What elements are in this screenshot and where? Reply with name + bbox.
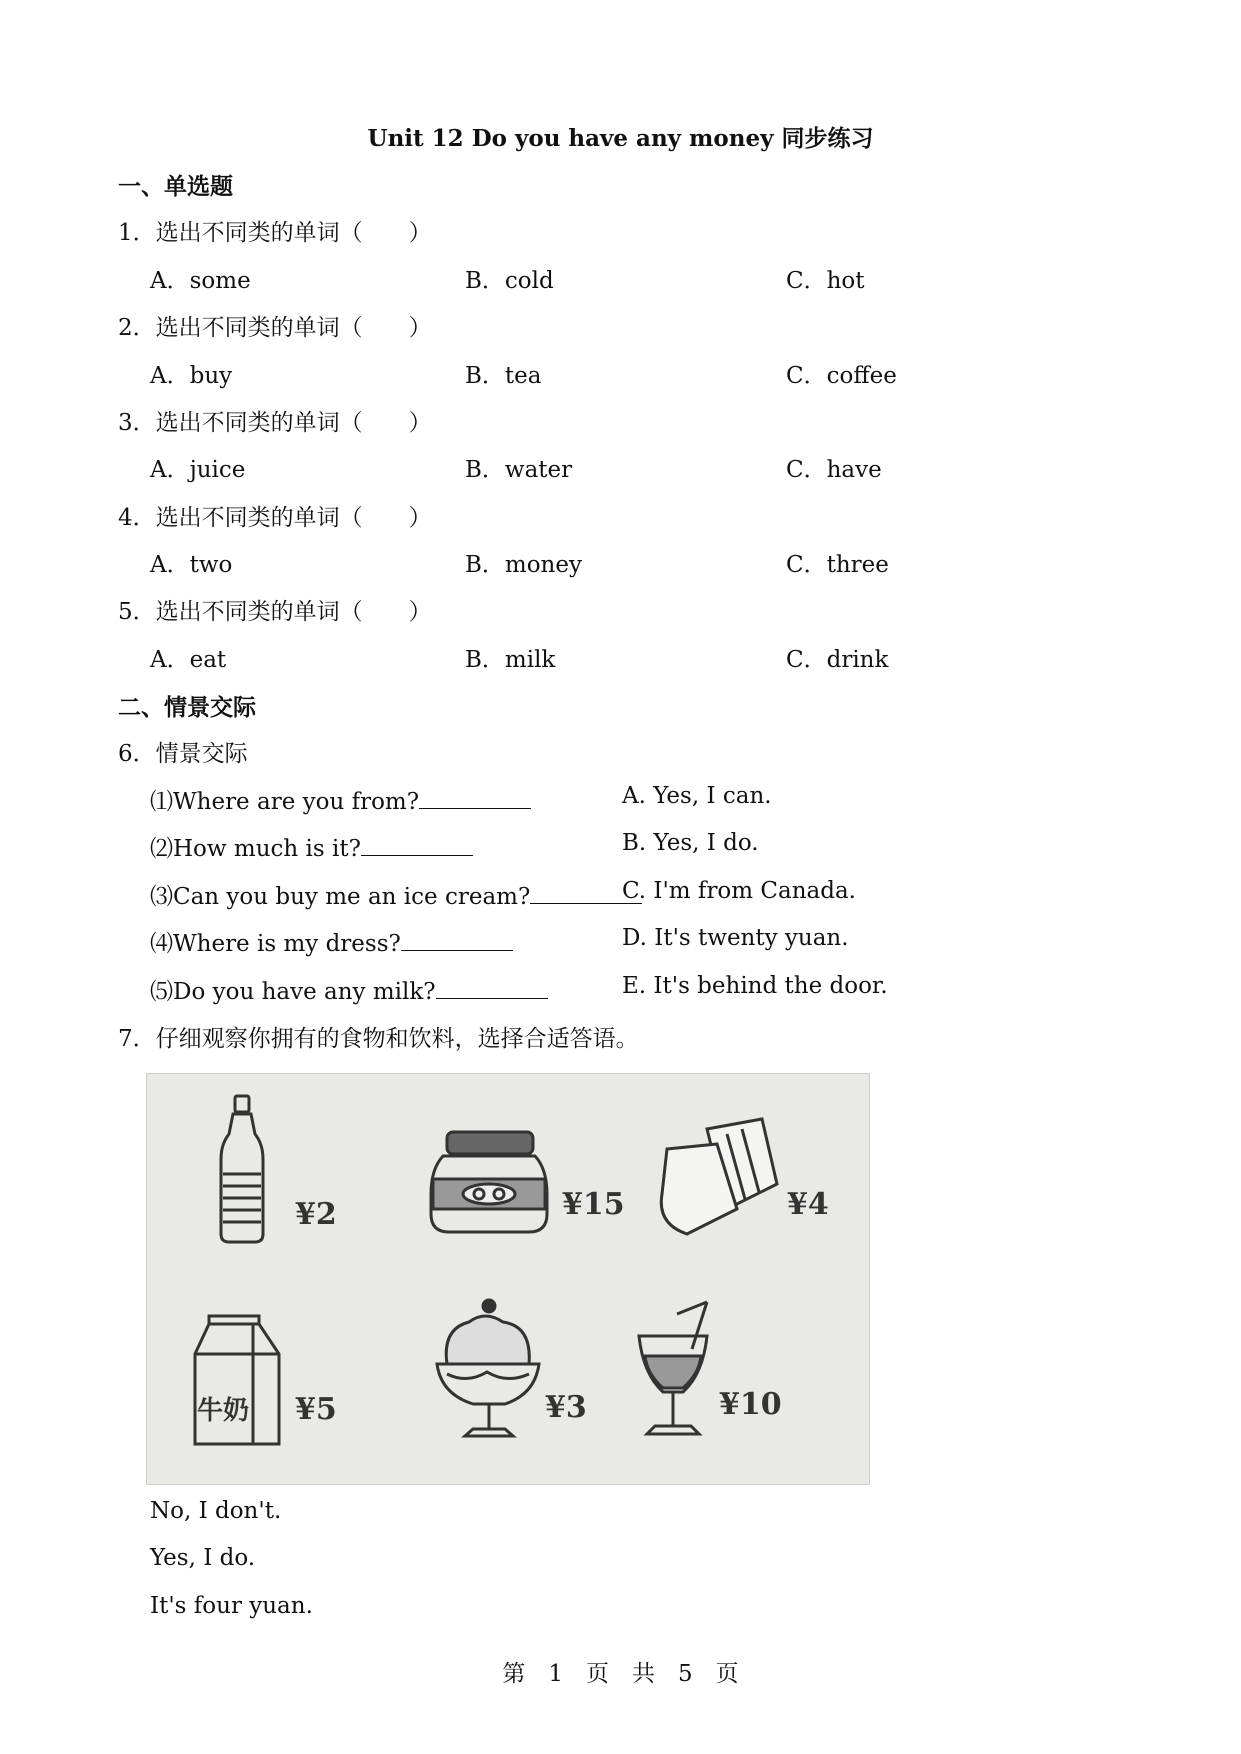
price-label: ¥5 xyxy=(295,1392,337,1427)
match-question-2: ⑵How much is it? xyxy=(150,830,473,863)
question-number: 6． xyxy=(118,741,156,767)
option-a: A．two xyxy=(150,552,233,578)
match-answer-c: C. I'm from Canada. xyxy=(622,878,856,904)
answer-option-3: It's four yuan. xyxy=(150,1593,313,1619)
answer-blank[interactable] xyxy=(419,788,531,809)
section-heading-single-choice: 一、单选题 xyxy=(118,173,233,200)
page-title: Unit 12 Do you have any money 同步练习 xyxy=(367,125,874,152)
option-a: A．eat xyxy=(150,647,227,673)
section-heading-situational: 二、情景交际 xyxy=(118,694,256,721)
option-b: B．money xyxy=(465,552,582,578)
price-label: ¥15 xyxy=(562,1187,625,1222)
question-number: 4． xyxy=(118,505,156,531)
question-1 xyxy=(118,214,432,247)
question-5 xyxy=(118,593,432,626)
water-bottle-icon xyxy=(221,1096,263,1242)
match-answer-d: D. It's twenty yuan. xyxy=(622,925,849,951)
answer-blank[interactable] xyxy=(401,930,513,951)
answer-blank[interactable] xyxy=(436,978,548,999)
match-question-5: ⑸Do you have any milk? xyxy=(150,973,548,1006)
option-c: C．three xyxy=(786,552,889,578)
answer-option-2: Yes, I do. xyxy=(150,1545,256,1571)
price-label: ¥2 xyxy=(295,1197,337,1232)
question-number: 1． xyxy=(118,220,156,246)
page-footer: 第 1 页 共 5 页 xyxy=(502,1661,739,1687)
match-answer-a: A. Yes, I can. xyxy=(622,783,772,809)
match-answer-b: B. Yes, I do. xyxy=(622,830,759,856)
option-b: B．milk xyxy=(465,647,556,673)
food-drink-picture xyxy=(146,1073,870,1485)
milk-carton-label: 牛奶 xyxy=(197,1396,250,1426)
question-stem: 选出不同类的单词（ ） xyxy=(155,599,432,625)
question-stem: 选出不同类的单词（ ） xyxy=(155,410,432,436)
question-2 xyxy=(118,309,432,342)
question-4 xyxy=(118,499,432,532)
option-c: C．have xyxy=(786,457,882,483)
answer-option-1: No, I don't. xyxy=(150,1498,282,1524)
question-number: 3． xyxy=(118,410,156,436)
question-stem: 选出不同类的单词（ ） xyxy=(155,315,432,341)
option-c: C．drink xyxy=(786,647,889,673)
match-question-3: ⑶Can you buy me an ice cream? xyxy=(150,878,642,911)
price-label: ¥10 xyxy=(719,1387,782,1422)
question-6 xyxy=(118,735,248,768)
match-question-1: ⑴Where are you from? xyxy=(150,783,531,816)
match-question-4: ⑷Where is my dress? xyxy=(150,925,513,958)
option-a: A．juice xyxy=(150,457,246,483)
match-answer-e: E. It's behind the door. xyxy=(622,973,888,999)
price-label: ¥4 xyxy=(787,1187,829,1222)
option-a: A．some xyxy=(150,268,251,294)
question-number: 2． xyxy=(118,315,156,341)
ice-cream-icon xyxy=(437,1300,539,1436)
question-number: 5． xyxy=(118,599,156,625)
question-stem: 选出不同类的单词（ ） xyxy=(155,220,432,246)
option-c: C．coffee xyxy=(786,363,897,389)
question-stem: 情景交际 xyxy=(155,741,248,767)
bread-icon xyxy=(661,1119,777,1234)
option-b: B．tea xyxy=(465,363,542,389)
question-3 xyxy=(118,404,432,437)
question-7 xyxy=(118,1020,639,1053)
price-label: ¥3 xyxy=(545,1390,587,1425)
question-stem: 仔细观察你拥有的食物和饮料，选择合适答语。 xyxy=(155,1026,639,1052)
question-stem: 选出不同类的单词（ ） xyxy=(155,505,432,531)
option-b: B．water xyxy=(465,457,573,483)
question-number: 7． xyxy=(118,1026,156,1052)
option-b: B．cold xyxy=(465,268,554,294)
answer-blank[interactable] xyxy=(361,835,473,856)
option-c: C．hot xyxy=(786,268,865,294)
jar-icon xyxy=(431,1132,547,1232)
option-a: A．buy xyxy=(150,363,233,389)
juice-glass-icon xyxy=(639,1302,707,1434)
